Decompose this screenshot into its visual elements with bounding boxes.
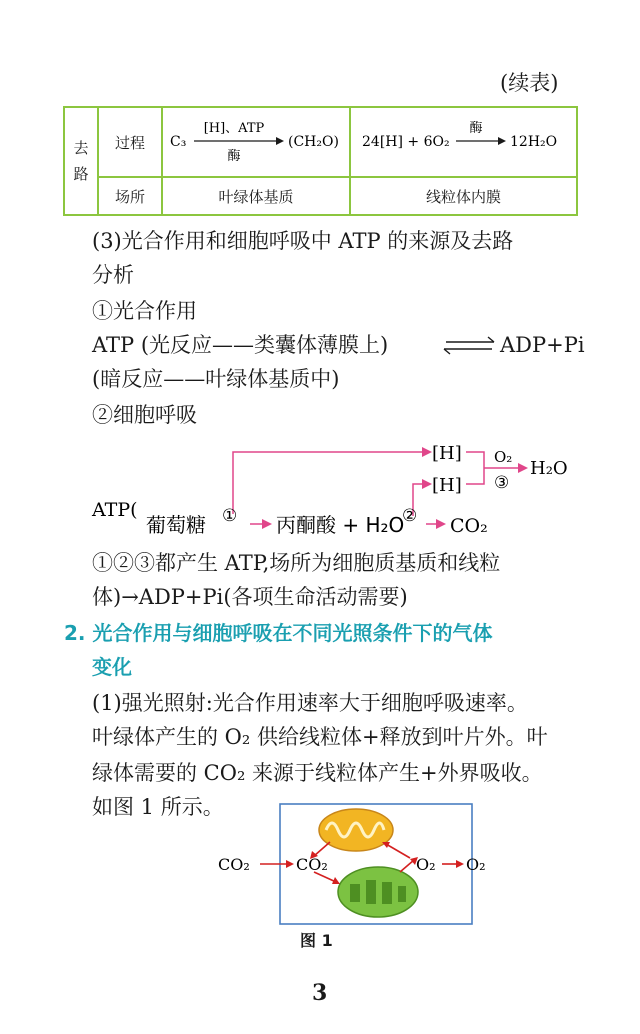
section2-p4: 如图 1 所示。 bbox=[92, 795, 224, 819]
co2-label: CO₂ bbox=[450, 515, 488, 537]
figure1-caption: 图 1 bbox=[300, 931, 333, 950]
step3-label: ③ bbox=[494, 473, 510, 493]
equilibrium-arrow-icon bbox=[440, 333, 498, 359]
glucose-label: 葡萄糖 bbox=[146, 513, 206, 537]
summary-line2: 体)→ADP+Pi(各项生命活动需要) bbox=[92, 585, 408, 609]
respiration-diagram bbox=[86, 432, 586, 544]
process-label: 过程 bbox=[98, 107, 162, 177]
arrow-step1-to-h bbox=[233, 452, 422, 514]
adp-right: ADP+Pi bbox=[500, 333, 585, 357]
photo-reactant: C₃ bbox=[170, 134, 187, 150]
row-header-char-1: 去 bbox=[73, 139, 89, 157]
o2-inside: O₂ bbox=[416, 855, 436, 874]
bracket-h-combine bbox=[466, 452, 484, 484]
o2-label: O₂ bbox=[494, 448, 513, 466]
h-bottom: [H] bbox=[432, 475, 462, 496]
page-number: 3 bbox=[312, 980, 328, 1006]
photo-location: 叶绿体基质 bbox=[162, 177, 350, 215]
resp-product: 12H₂O bbox=[509, 134, 557, 150]
o2-outside: O₂ bbox=[466, 855, 486, 874]
resp-process-cell bbox=[350, 107, 577, 177]
section2-p3: 绿体需要的 CO₂ 来源于线粒体产生+外界吸收。 bbox=[92, 761, 543, 785]
water-label: H₂O bbox=[530, 458, 568, 479]
photo-below-arrow: 酶 bbox=[227, 149, 241, 164]
photo-process-cell bbox=[162, 107, 350, 177]
section3-line1: (3)光合作用和细胞呼吸中 ATP 的来源及去路 bbox=[92, 229, 514, 253]
row-header-char-2: 路 bbox=[73, 165, 89, 183]
destination-table bbox=[63, 106, 578, 216]
chloroplast-icon bbox=[338, 867, 418, 917]
section3-sub1: ①光合作用 bbox=[92, 299, 197, 323]
section3-sub2: ②细胞呼吸 bbox=[92, 403, 197, 427]
atp-label: ATP( bbox=[92, 499, 138, 521]
step1-label: ① bbox=[222, 506, 238, 526]
co2-outside: CO₂ bbox=[218, 855, 250, 874]
figure1 bbox=[210, 800, 490, 930]
section2-heading-line2: 变化 bbox=[92, 655, 132, 679]
co2-inside: CO₂ bbox=[296, 855, 328, 874]
step2-label: ② bbox=[402, 506, 418, 526]
resp-location: 线粒体内膜 bbox=[350, 177, 577, 215]
location-label: 场所 bbox=[98, 177, 162, 215]
section2-p1: (1)强光照射:光合作用速率大于细胞呼吸速率。 bbox=[92, 691, 528, 715]
resp-above-arrow: 酶 bbox=[468, 121, 483, 136]
resp-reactant: 24[H] + 6O₂ bbox=[361, 134, 450, 150]
pyruvate-label: 丙酮酸 + H₂O bbox=[276, 513, 405, 537]
mitochondrion-icon bbox=[319, 809, 393, 851]
section2-heading-line1: 2. 光合作用与细胞呼吸在不同光照条件下的气体 bbox=[64, 621, 493, 645]
atp-left: ATP (光反应——类囊体薄膜上) bbox=[92, 333, 389, 357]
section3-line2: 分析 bbox=[92, 263, 134, 287]
continued-label: (续表) bbox=[500, 71, 559, 95]
summary-line1: ①②③都产生 ATP,场所为细胞质基质和线粒 bbox=[92, 551, 501, 575]
h-top: [H] bbox=[432, 443, 462, 464]
dark-reaction: (暗反应——叶绿体基质中) bbox=[92, 367, 340, 391]
photo-above-arrow: [H]、ATP bbox=[203, 121, 265, 136]
section2-p2: 叶绿体产生的 O₂ 供给线粒体+释放到叶片外。叶 bbox=[92, 725, 548, 749]
row-header bbox=[64, 107, 98, 215]
photo-process-equation bbox=[164, 110, 348, 170]
resp-process-equation bbox=[352, 110, 576, 170]
photo-product: (CH₂O) bbox=[288, 134, 339, 150]
